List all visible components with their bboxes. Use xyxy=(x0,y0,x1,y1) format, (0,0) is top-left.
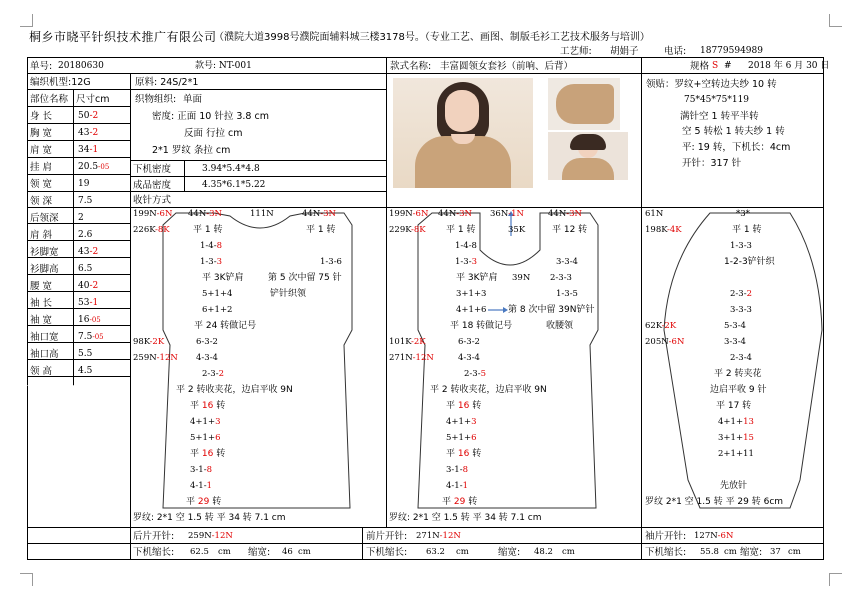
front-s6b: 收腰领 xyxy=(546,321,574,331)
front-open-label: 前片开针: xyxy=(366,531,408,542)
back-b8: 平 xyxy=(186,497,198,507)
machine-density: 3.94*5.4*4.8 xyxy=(202,164,260,174)
measurement-value xyxy=(78,348,92,361)
measurement-number: 40 xyxy=(78,281,90,291)
front-top-3: 36N xyxy=(490,209,509,219)
measurement-number: 19 xyxy=(78,179,90,189)
front-s9: 2-3- xyxy=(464,369,481,379)
back-b3: 4+1+ xyxy=(190,417,216,427)
back-length-value: 62.5 xyxy=(190,547,209,557)
company-address: （濮院大道3998号濮院面辅料城三楼3178号。（专业工艺、画图、制版毛衫工艺技术服务与培训） xyxy=(214,32,650,43)
measurement-value xyxy=(78,297,98,310)
front-b3r: 3 xyxy=(471,417,477,427)
order-number: 20180630 xyxy=(58,61,104,71)
measurement-name: 领 深 xyxy=(30,196,53,207)
measurement-name: 领 高 xyxy=(30,366,53,377)
front-s4: 3+1+3 xyxy=(456,289,487,299)
needle-method: 收针方式 xyxy=(133,195,172,206)
measurement-tolerance: -2 xyxy=(89,281,99,291)
back-top-4: 44N xyxy=(302,209,321,219)
front-s3b: 2-3-3 xyxy=(550,273,572,283)
measurement-tolerance: -2 xyxy=(89,128,99,138)
front-mid: 35K xyxy=(508,225,526,235)
measurement-name: 袖口高 xyxy=(30,349,59,360)
back-s3: 平 3K铲肩 xyxy=(202,273,244,283)
sleeve-s8: 2-3-4 xyxy=(730,353,752,363)
back-a1r: -2K xyxy=(149,337,165,347)
sleeve-left-r: -4K xyxy=(666,225,682,235)
measurement-number: 20.5 xyxy=(78,162,99,172)
back-shrink-unit: cm xyxy=(298,547,311,557)
sleeve-s1: 平 1 转 xyxy=(732,225,762,235)
measurement-name: 后领深 xyxy=(30,213,59,224)
sleeve-length-unit: cm xyxy=(724,547,737,557)
front-top-3r: -1N xyxy=(508,209,524,219)
front-b7: 4-1- xyxy=(446,481,463,491)
measurement-number: 5.5 xyxy=(78,349,93,359)
back-s4: 5+1+4 xyxy=(202,289,233,299)
front-length-unit: cm xyxy=(456,547,469,557)
back-b7: 4-1- xyxy=(190,481,207,491)
back-top-2: 44N xyxy=(188,209,207,219)
measurement-tolerance: -05 xyxy=(92,333,104,341)
front-shrink-unit: cm xyxy=(562,547,575,557)
back-b6r: 8 xyxy=(206,465,212,475)
back-s5: 6+1+2 xyxy=(202,305,233,315)
sleeve-open-value: 127N xyxy=(694,531,718,541)
back-open-value: 259N xyxy=(188,531,212,541)
measurement-name: 领 宽 xyxy=(30,179,53,190)
front-b6r: 8 xyxy=(462,465,468,475)
measurement-number: 4.5 xyxy=(78,366,93,376)
front-s2r: 3 xyxy=(471,257,477,267)
back-s8: 4-3-4 xyxy=(196,353,218,363)
front-ping-right: 平 12 转 xyxy=(552,225,588,235)
sleeve-b4r: 13 xyxy=(743,417,754,427)
sleeve-rib: 罗纹 2*1 空 1.5 转 平 29 转 6cm xyxy=(645,497,784,507)
measurement-name: 衫脚高 xyxy=(30,264,59,275)
front-b4r: 6 xyxy=(471,433,477,443)
measurement-number: 50 xyxy=(78,111,90,121)
measurement-value xyxy=(78,246,98,259)
fabric-label: 织物组织: xyxy=(135,94,177,105)
sleeve-shrink-label: 缩宽: xyxy=(740,547,763,558)
front-shrink-value: 48.2 xyxy=(534,547,553,557)
measurement-number: 2.6 xyxy=(78,230,93,240)
back-b2: 平 xyxy=(190,401,202,411)
sleeve-length-label: 下机缩长: xyxy=(645,547,687,558)
front-s2b: 3-3-4 xyxy=(556,257,578,267)
back-b5: 平 xyxy=(190,449,202,459)
front-top-2r: -3N xyxy=(456,209,472,219)
front-b5: 平 xyxy=(446,449,458,459)
back-b8c: 转 xyxy=(209,497,222,507)
front-b7r: 1 xyxy=(462,481,468,491)
front-shrink-label: 缩宽: xyxy=(498,547,521,558)
back-s2r: 3 xyxy=(216,257,222,267)
front-b6: 3-1- xyxy=(446,465,463,475)
front-a2: 271N xyxy=(389,353,413,363)
measurement-tolerance: -05 xyxy=(98,163,110,171)
front-b1: 平 2 转收夹花，边启平收 9N xyxy=(430,385,547,395)
craftsman-name: 胡娟子 xyxy=(610,46,639,57)
front-s1: 1-4-8 xyxy=(455,241,477,251)
sleeve-length-value: 55.8 xyxy=(700,547,719,557)
front-a1: 101K xyxy=(389,337,411,347)
measurement-name: 衫脚宽 xyxy=(30,247,59,258)
front-a2r: -12N xyxy=(412,353,434,363)
front-length-value: 63.2 xyxy=(426,547,445,557)
front-b5r: 16 xyxy=(457,449,470,459)
front-s4b: 1-3-5 xyxy=(556,289,578,299)
measurement-value xyxy=(78,314,101,327)
measurement-name: 腰 宽 xyxy=(30,281,53,292)
collar-line1: 领贴：罗纹+空转边夫纱 10 转 xyxy=(646,79,777,90)
front-s6: 平 18 转做记号 xyxy=(450,321,513,331)
measurement-tolerance: -1 xyxy=(89,298,99,308)
back-a2: 259N xyxy=(133,353,157,363)
back-b7r: 1 xyxy=(206,481,212,491)
front-top-2: 44N xyxy=(438,209,457,219)
front-b8r: 29 xyxy=(453,497,466,507)
back-b2c: 转 xyxy=(213,401,226,411)
yarn: 原料: 24S/2*1 xyxy=(135,77,199,88)
craftsman-label: 工艺师: xyxy=(560,46,592,57)
measurement-name: 袖口宽 xyxy=(30,332,59,343)
measurement-number: 43 xyxy=(78,128,90,138)
back-ping-right: 平 1 转 xyxy=(306,225,336,235)
style-name: 丰富圆领女套衫（前响、后背） xyxy=(440,61,574,72)
collar-line2: 75*45*75*119 xyxy=(684,95,750,105)
back-shrink-value: 46 xyxy=(282,547,293,557)
back-top-1: 199N xyxy=(133,209,157,219)
measurement-number: 53 xyxy=(78,298,90,308)
sleeve-a2r: -6N xyxy=(668,337,685,347)
sleeve-s6: 5-3-4 xyxy=(724,321,746,331)
back-length-label: 下机缩长: xyxy=(133,547,175,558)
back-open-label: 后片开针: xyxy=(133,531,175,542)
back-rib: 罗纹: 2*1 空 1.5 转 平 34 转 7.1 cm xyxy=(133,513,286,523)
front-a1r: -2K xyxy=(410,337,426,347)
measurement-number: 43 xyxy=(78,247,90,257)
back-a1: 98K xyxy=(133,337,150,347)
sleeve-b3: 平 17 转 xyxy=(716,401,752,411)
front-length-label: 下机缩长: xyxy=(366,547,408,558)
measurement-value xyxy=(78,195,92,208)
spec-value: S xyxy=(712,61,719,71)
front-b2c: 转 xyxy=(469,401,482,411)
back-b4: 5+1+ xyxy=(190,433,216,443)
back-s2b: 1-3-6 xyxy=(320,257,342,267)
measurement-tolerance: -1 xyxy=(89,145,99,155)
front-b3: 4+1+ xyxy=(446,417,472,427)
front-top-4: 44N xyxy=(548,209,567,219)
measurement-value xyxy=(78,331,104,344)
back-b6: 3-1- xyxy=(190,465,207,475)
back-shrink-label: 缩宽: xyxy=(248,547,271,558)
back-b3r: 3 xyxy=(215,417,221,427)
front-open-red: -12N xyxy=(439,531,461,541)
sleeve-left: 198K xyxy=(645,225,667,235)
sleeve-b2: 边启平收 9 针 xyxy=(710,385,767,395)
sleeve-top-r: *3* xyxy=(736,209,750,219)
style-number: 款号: NT-001 xyxy=(195,61,252,71)
back-top-1r: -6N xyxy=(156,209,173,219)
front-top-1r: -6N xyxy=(412,209,429,219)
front-left-1r: -8K xyxy=(410,225,426,235)
back-top-3: 111N xyxy=(250,209,274,219)
machine-type: 编织机型:12G xyxy=(30,77,91,88)
measurement-value xyxy=(78,127,98,140)
back-b2r: 16 xyxy=(201,401,214,411)
sleeve-a1: 62K xyxy=(645,321,662,331)
product-photo-back xyxy=(548,132,628,180)
sleeve-b4: 4+1+ xyxy=(718,417,744,427)
back-open-red: -12N xyxy=(211,531,233,541)
back-left-1r: -8K xyxy=(154,225,170,235)
front-b4: 5+1+ xyxy=(446,433,472,443)
measurement-name: 挂 肩 xyxy=(30,162,53,173)
density-line3: 2*1 罗纹 条拉 cm xyxy=(152,145,231,156)
phone-label: 电话: xyxy=(664,46,687,57)
front-left-1: 229K xyxy=(389,225,411,235)
back-b1: 平 2 转收夹花，边启平收 9N xyxy=(176,385,293,395)
finished-density-label: 成品密度 xyxy=(133,180,172,191)
measurement-name: 肩 斜 xyxy=(30,230,53,241)
back-s9r: 2 xyxy=(218,369,224,379)
back-length-unit: cm xyxy=(218,547,231,557)
product-photo-sleeve xyxy=(548,78,620,130)
sleeve-b5r: 15 xyxy=(743,433,754,443)
front-b2r: 16 xyxy=(457,401,470,411)
measurement-number: 34 xyxy=(78,145,90,155)
measurement-number: 16 xyxy=(78,315,90,325)
order-label: 单号: xyxy=(30,61,53,72)
finished-density: 4.35*6.1*5.22 xyxy=(202,180,266,190)
back-top-4r: -3N xyxy=(320,209,336,219)
back-s3b: 第 5 次中留 75 针 xyxy=(268,273,342,283)
measurement-number: 2 xyxy=(78,213,84,223)
product-photo-main xyxy=(393,78,533,188)
back-s2: 1-3- xyxy=(200,257,217,267)
measurement-value xyxy=(78,110,98,123)
back-top-2r: -3N xyxy=(206,209,222,219)
back-ping-left: 平 1 转 xyxy=(193,225,223,235)
sleeve-b6: 2+1+11 xyxy=(718,449,754,459)
back-s4b: 铲针织领 xyxy=(270,289,307,299)
measurement-name: 胸 宽 xyxy=(30,128,53,139)
measurement-value xyxy=(78,144,98,157)
col-part-name: 部位名称 xyxy=(30,94,69,105)
sleeve-s7: 3-3-4 xyxy=(724,337,746,347)
spec-hash: # xyxy=(724,61,732,71)
collar-line3: 满针空 1 转平半转 xyxy=(680,111,759,122)
measurement-number: 7.5 xyxy=(78,332,93,342)
front-open-value: 271N xyxy=(416,531,440,541)
sleeve-s2: 1-3-3 xyxy=(730,241,752,251)
front-b8: 平 xyxy=(442,497,454,507)
sleeve-shrink-value: 37 xyxy=(770,547,781,557)
fabric-value: 单面 xyxy=(183,94,203,105)
back-s7: 6-3-2 xyxy=(196,337,218,347)
back-s1r: 8 xyxy=(216,241,222,251)
back-b5c: 转 xyxy=(213,449,226,459)
measurement-tolerance: -2 xyxy=(89,247,99,257)
front-b2: 平 xyxy=(446,401,458,411)
sleeve-s5: 3-3-3 xyxy=(730,305,752,315)
front-top-1: 199N xyxy=(389,209,413,219)
front-top-4r: -3N xyxy=(566,209,582,219)
measurement-value xyxy=(78,161,109,174)
front-rib: 罗纹: 2*1 空 1.5 转 平 34 转 7.1 cm xyxy=(389,513,542,523)
measurement-value xyxy=(78,178,89,191)
sleeve-b1: 平 2 转夹花 xyxy=(714,369,762,379)
back-b8r: 29 xyxy=(197,497,210,507)
collar-line6: 开针：317 针 xyxy=(682,158,742,169)
front-ping-left: 平 1 转 xyxy=(446,225,476,235)
back-s1: 1-4- xyxy=(200,241,217,251)
measurement-name: 身 长 xyxy=(30,111,53,122)
sleeve-open-red: -6N xyxy=(717,531,734,541)
sleeve-s3: 1-2-3铲针织 xyxy=(724,257,775,267)
back-b4r: 6 xyxy=(215,433,221,443)
sleeve-b7: 先放针 xyxy=(720,481,748,491)
front-s9r: 5 xyxy=(480,369,486,379)
density-line2: 反面 行拉 cm xyxy=(184,128,243,139)
sleeve-shrink-unit: cm xyxy=(788,547,801,557)
measurement-value xyxy=(78,365,92,378)
back-s6: 平 24 转做记号 xyxy=(194,321,257,331)
measurement-name: 袖 长 xyxy=(30,298,53,309)
sleeve-s4: 2-3- xyxy=(730,289,747,299)
front-s2: 1-3- xyxy=(455,257,472,267)
measurement-value xyxy=(78,212,84,225)
measurement-number: 7.5 xyxy=(78,196,93,206)
front-s3: 平 3K铲肩 xyxy=(456,273,498,283)
sleeve-a1r: -2K xyxy=(661,321,677,331)
front-s5b: 第 8 次中留 39N铲针 xyxy=(508,305,595,315)
front-s5: 4+1+6 xyxy=(456,305,487,315)
measurement-value xyxy=(78,263,92,276)
measurement-tolerance: -2 xyxy=(89,111,99,121)
density-line1: 密度: 正面 10 针拉 3.8 cm xyxy=(152,111,269,122)
front-s7: 6-3-2 xyxy=(458,337,480,347)
measurement-number: 6.5 xyxy=(78,264,93,274)
phone-number: 18779594989 xyxy=(700,46,763,56)
measurement-value xyxy=(78,280,98,293)
sleeve-a2: 205N xyxy=(645,337,669,347)
sleeve-s4r: 2 xyxy=(746,289,752,299)
front-b8c: 转 xyxy=(465,497,478,507)
sleeve-open-label: 袖片开针: xyxy=(645,531,687,542)
measurement-value xyxy=(78,229,92,242)
sleeve-b5: 3+1+ xyxy=(718,433,744,443)
measurement-name: 袖 宽 xyxy=(30,315,53,326)
company-name: 桐乡市晓平针织技术推广有限公司 xyxy=(29,30,217,44)
front-s3m: 39N xyxy=(512,273,531,283)
back-b5r: 16 xyxy=(201,449,214,459)
measurement-name: 肩 宽 xyxy=(30,145,53,156)
measurement-tolerance: -05 xyxy=(89,316,101,324)
front-s8: 4-3-4 xyxy=(458,353,480,363)
back-s9: 2-3- xyxy=(202,369,219,379)
back-left-1: 226K xyxy=(133,225,155,235)
sleeve-top: 61N xyxy=(645,209,664,219)
collar-line5: 平: 19 转，下机长：4cm xyxy=(682,142,791,153)
date: 2018 年 6 月 30 日 xyxy=(748,61,830,71)
machine-density-label: 下机密度 xyxy=(133,164,172,175)
back-a2r: -12N xyxy=(156,353,178,363)
front-b5c: 转 xyxy=(469,449,482,459)
collar-line4: 空 5 转松 1 转夫纱 1 转 xyxy=(682,126,785,137)
col-size: 尺寸cm xyxy=(76,94,110,105)
spec-label: 规格 xyxy=(690,61,710,72)
style-name-label: 款式名称: xyxy=(390,61,432,72)
